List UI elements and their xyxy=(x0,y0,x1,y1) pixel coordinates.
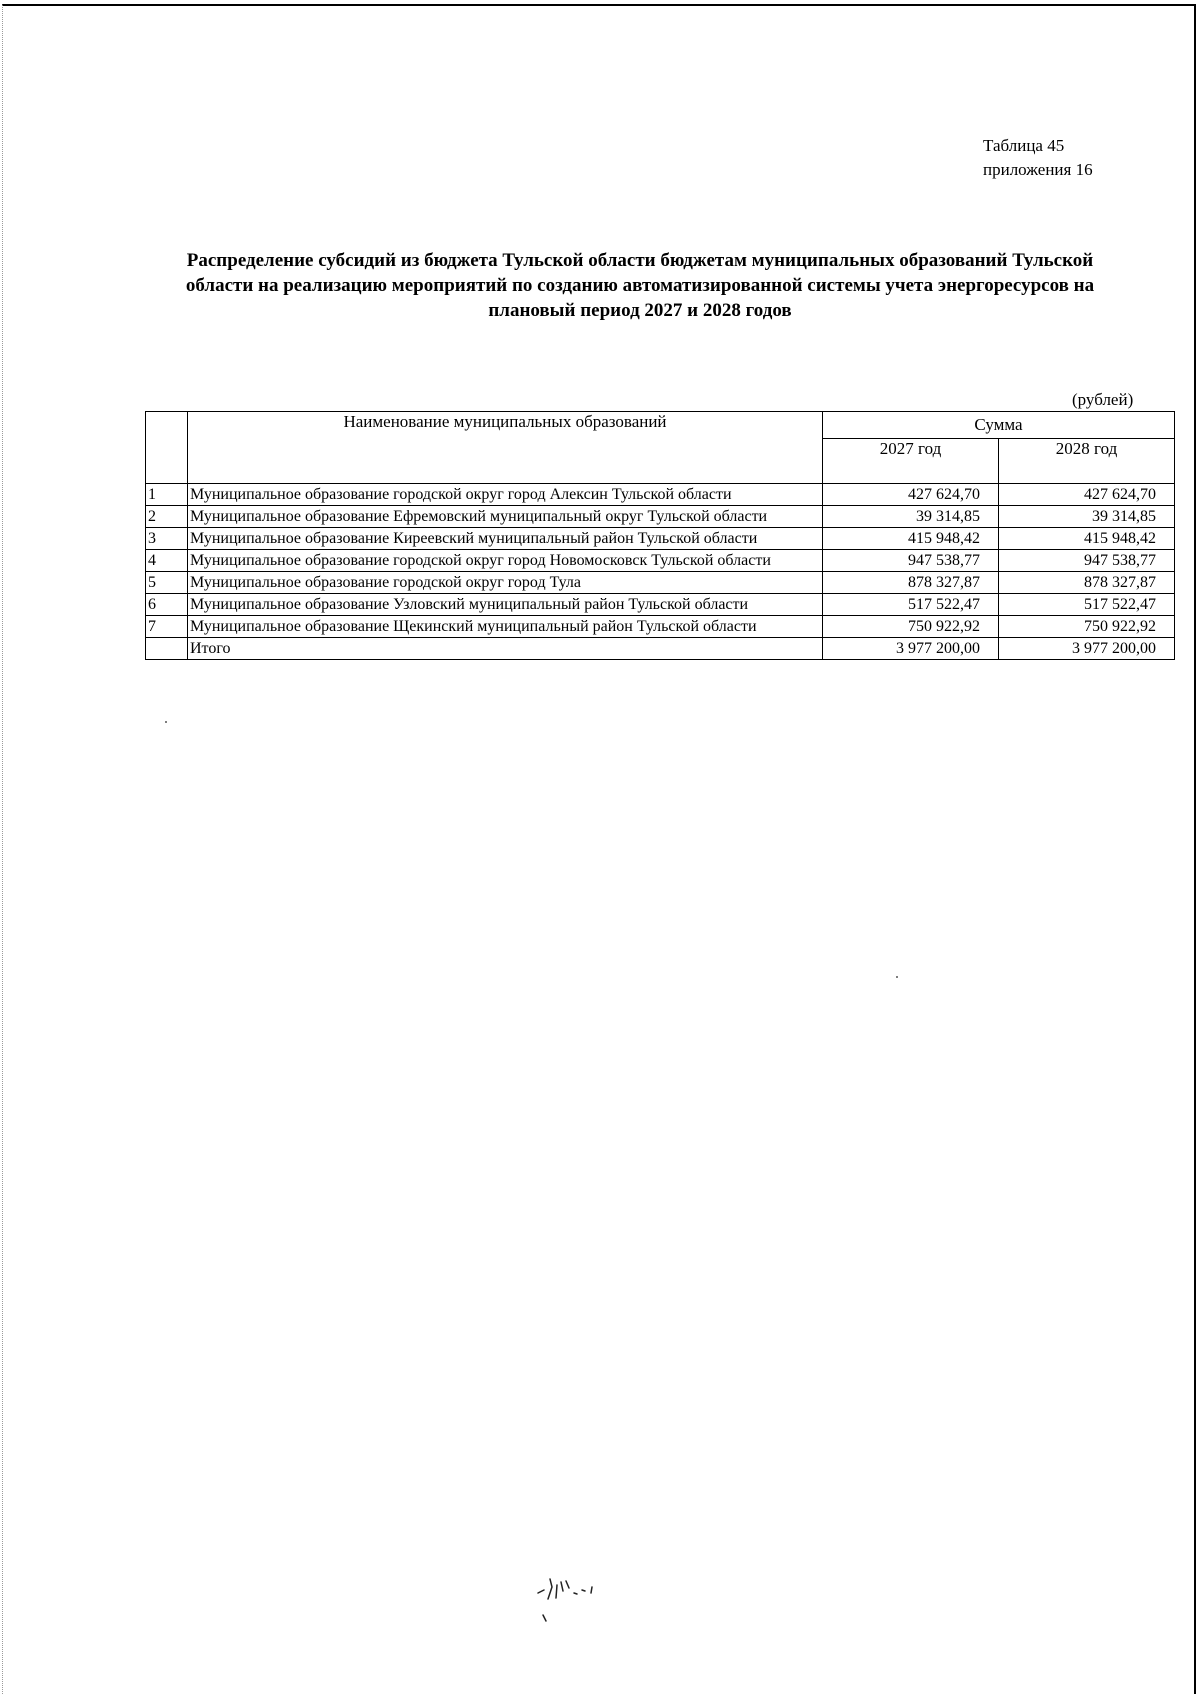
municipality-name: Муниципальное образование Узловский муниципальный район Тульской области xyxy=(188,594,823,616)
units-label: (рублей) xyxy=(1072,390,1134,409)
title-line-1: Распределение субсидий из бюджета Тульской области бюджетам муниципальных образований Тульской xyxy=(186,250,1094,271)
total-2028: 3 977 200,00 xyxy=(999,638,1175,660)
header-number-cell xyxy=(146,412,188,484)
municipality-name: Муниципальное образование городской округ город Тула xyxy=(188,572,823,594)
document-title xyxy=(160,248,1120,323)
row-number: 3 xyxy=(146,528,188,550)
title-line-2: области на реализацию мероприятий по созданию автоматизированной системы учета энергоресурсов на xyxy=(185,275,1095,296)
municipality-name: Муниципальное образование Ефремовский муниципальный округ Тульской области xyxy=(188,506,823,528)
total-number xyxy=(146,638,188,660)
handwritten-mark xyxy=(530,1565,640,1635)
municipality-name: Муниципальное образование Киреевский муниципальный район Тульской области xyxy=(188,528,823,550)
municipality-name: Муниципальное образование городской округ город Алексин Тульской области xyxy=(188,484,823,506)
row-number: 6 xyxy=(146,594,188,616)
table-row xyxy=(146,484,1175,506)
amount-2027: 878 327,87 xyxy=(823,572,999,594)
table-row xyxy=(146,594,1175,616)
total-row xyxy=(146,638,1175,660)
amount-2027: 427 624,70 xyxy=(823,484,999,506)
row-number: 2 xyxy=(146,506,188,528)
header-name: Наименование муниципальных образований xyxy=(188,412,823,484)
total-2027: 3 977 200,00 xyxy=(823,638,999,660)
header-year-2027: 2027 год xyxy=(823,439,999,484)
amount-2028: 517 522,47 xyxy=(999,594,1175,616)
table-row xyxy=(146,506,1175,528)
table-row xyxy=(146,550,1175,572)
row-number: 7 xyxy=(146,616,188,638)
header-year-2028: 2028 год xyxy=(999,439,1175,484)
amount-2027: 517 522,47 xyxy=(823,594,999,616)
table-reference xyxy=(983,134,1093,182)
subsidy-table xyxy=(145,411,1175,660)
municipality-name: Муниципальное образование Щекинский муниципальный район Тульской области xyxy=(188,616,823,638)
table-row xyxy=(146,528,1175,550)
row-number: 4 xyxy=(146,550,188,572)
scan-speck xyxy=(896,976,898,978)
amount-2028: 878 327,87 xyxy=(999,572,1175,594)
amount-2028: 415 948,42 xyxy=(999,528,1175,550)
amount-2027: 750 922,92 xyxy=(823,616,999,638)
municipality-name: Муниципальное образование городской округ город Новомосковск Тульской области xyxy=(188,550,823,572)
row-number: 1 xyxy=(146,484,188,506)
appendix-number: приложения 16 xyxy=(983,160,1093,179)
amount-2027: 415 948,42 xyxy=(823,528,999,550)
amount-2028: 947 538,77 xyxy=(999,550,1175,572)
total-label: Итого xyxy=(188,638,823,660)
table-row xyxy=(146,616,1175,638)
amount-2028: 39 314,85 xyxy=(999,506,1175,528)
title-line-3: плановый период 2027 и 2028 годов xyxy=(488,300,792,321)
amount-2028: 750 922,92 xyxy=(999,616,1175,638)
amount-2027: 947 538,77 xyxy=(823,550,999,572)
header-sum: Сумма xyxy=(823,412,1175,439)
table-number: Таблица 45 xyxy=(983,136,1065,155)
table-row xyxy=(146,572,1175,594)
row-number: 5 xyxy=(146,572,188,594)
scan-speck xyxy=(165,721,167,723)
amount-2027: 39 314,85 xyxy=(823,506,999,528)
amount-2028: 427 624,70 xyxy=(999,484,1175,506)
